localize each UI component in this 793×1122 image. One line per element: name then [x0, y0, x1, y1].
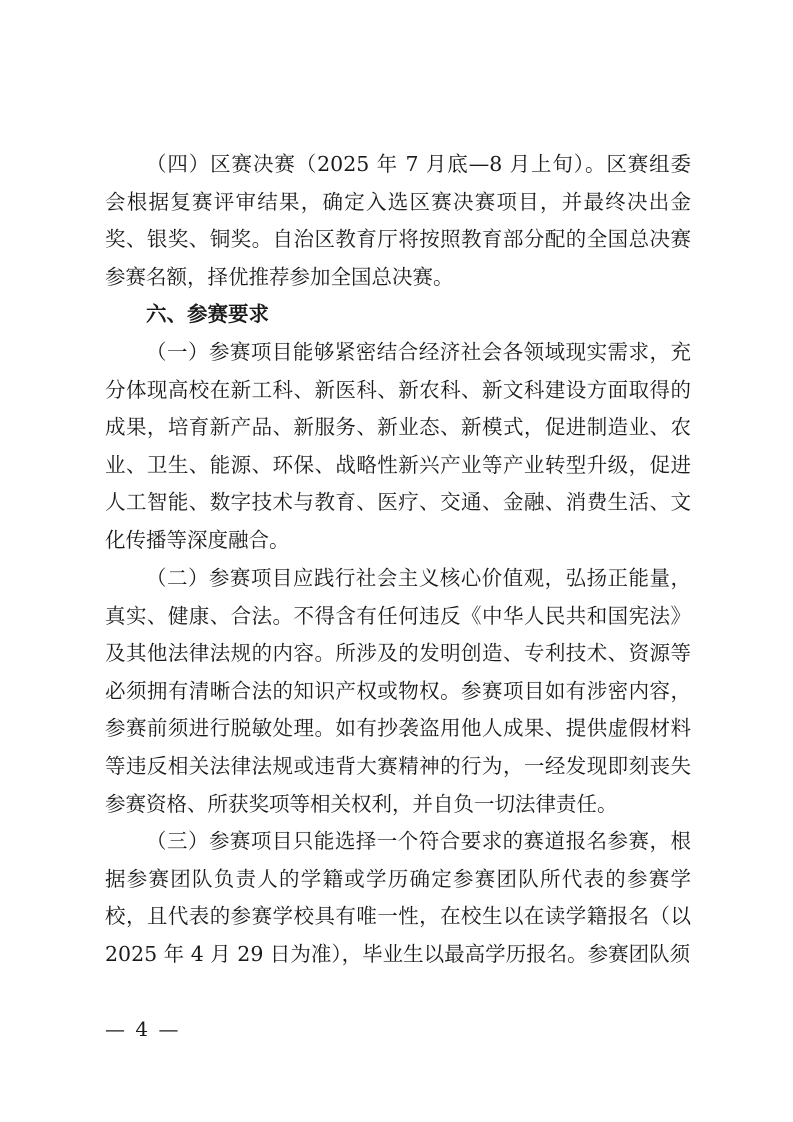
section-heading: 六、参赛要求: [146, 302, 269, 326]
paragraph-final-round: （四）区赛决赛（2025 年 7 月底—8 月上旬）。区赛组委会根据复赛评审结果，确定入选区赛决赛项目，并最终决出金奖、银奖、铜奖。自治区教育厅将按照教育部分配的全国总决赛参赛名额，择优推荐参加全国总决赛。: [105, 152, 691, 289]
requirement-3-paragraph: （三）参赛项目只能选择一个符合要求的赛道报名参赛，根据参赛团队负责人的学籍或学历确定参赛团队所代表的参赛学校，且代表的参赛学校具有唯一性，在校生以在读学籍报名（以 2025 年 4 月 29 日为准），毕业生以最高学历报名。参赛团队须: [105, 829, 691, 966]
page-number: — 4 —: [105, 1017, 181, 1041]
requirement-2-paragraph: （二）参赛项目应践行社会主义核心价值观，弘扬正能量，真实、健康、合法。不得含有任何违反《中华人民共和国宪法》及其他法律法规的内容。所涉及的发明创造、专利技术、资源等必须拥有清晰合法的知识产权或物权。参赛项目如有涉密内容，参赛前须进行脱敏处理。如有抄袭盗用他人成果、提供虚假材料等违反相关法律法规或违背大赛精神的行为，一经发现即刻丧失参赛资格、所获奖项等相关权利，并自负一切法律责任。: [105, 566, 691, 816]
requirement-1-paragraph: （一）参赛项目能够紧密结合经济社会各领域现实需求，充分体现高校在新工科、新医科、新农科、新文科建设方面取得的成果，培育新产品、新服务、新业态、新模式，促进制造业、农业、卫生、能源、环保、战略性新兴产业等产业转型升级，促进人工智能、数字技术与教育、医疗、交通、金融、消费生活、文化传播等深度融合。: [105, 340, 691, 552]
